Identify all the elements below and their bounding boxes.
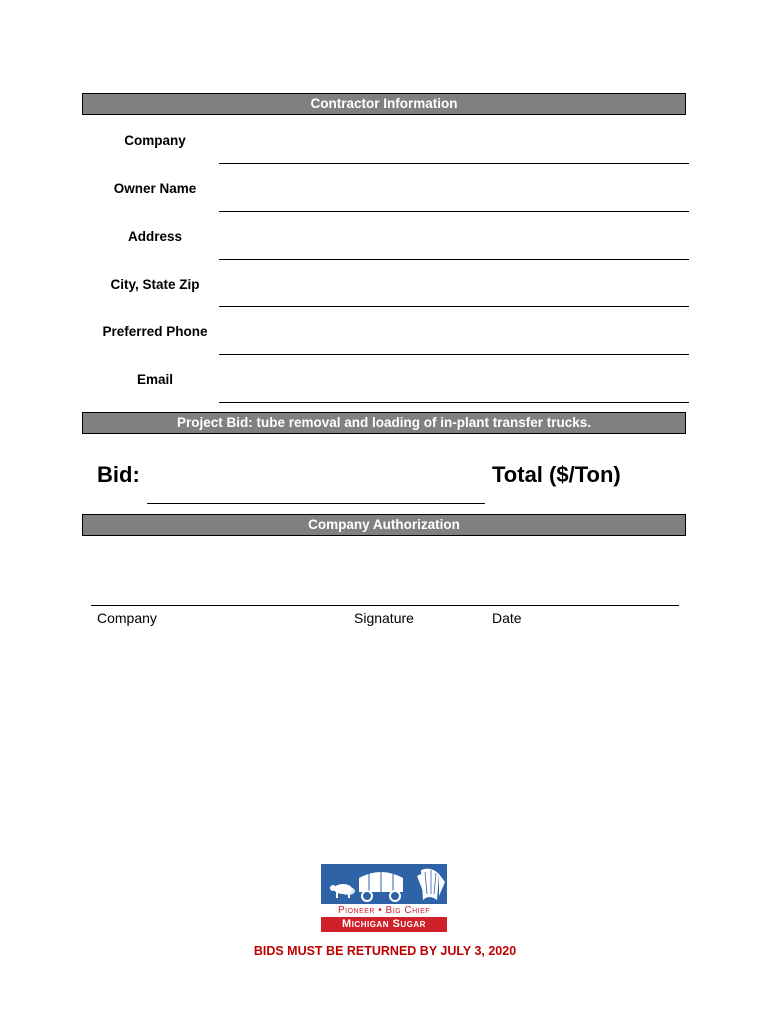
preferred-phone-field-line[interactable] bbox=[219, 354, 689, 355]
address-label: Address bbox=[127, 229, 183, 244]
company-authorization-header: Company Authorization bbox=[82, 514, 686, 536]
bid-field-line[interactable] bbox=[147, 503, 485, 504]
owner-name-label: Owner Name bbox=[113, 181, 197, 196]
email-field-line[interactable] bbox=[219, 402, 689, 403]
logo-line1: Pioneer • Big Chief bbox=[337, 905, 431, 916]
project-bid-header: Project Bid: tube removal and loading of in-plant transfer trucks. bbox=[82, 412, 686, 434]
company-label: Company bbox=[124, 133, 186, 148]
company-field-line[interactable] bbox=[219, 163, 689, 164]
contractor-information-header: Contractor Information bbox=[82, 93, 686, 115]
logo-line2: Michigan Sugar bbox=[342, 918, 426, 930]
authorization-signature-line[interactable] bbox=[91, 605, 679, 606]
michigan-sugar-logo bbox=[321, 864, 447, 932]
preferred-phone-label: Preferred Phone bbox=[102, 324, 208, 339]
authorization-company-label: Company bbox=[97, 610, 157, 626]
bid-deadline-notice: BIDS MUST BE RETURNED BY JULY 3, 2020 bbox=[253, 944, 517, 958]
authorization-signature-label: Signature bbox=[354, 610, 414, 626]
email-label: Email bbox=[136, 372, 174, 387]
authorization-date-label: Date bbox=[492, 610, 522, 626]
total-per-ton-label: Total ($/Ton) bbox=[492, 462, 621, 487]
city-state-zip-field-line[interactable] bbox=[219, 306, 689, 307]
owner-name-field-line[interactable] bbox=[219, 211, 689, 212]
city-state-zip-label: City, State Zip bbox=[110, 277, 200, 292]
bid-label: Bid: bbox=[97, 462, 140, 487]
address-field-line[interactable] bbox=[219, 259, 689, 260]
